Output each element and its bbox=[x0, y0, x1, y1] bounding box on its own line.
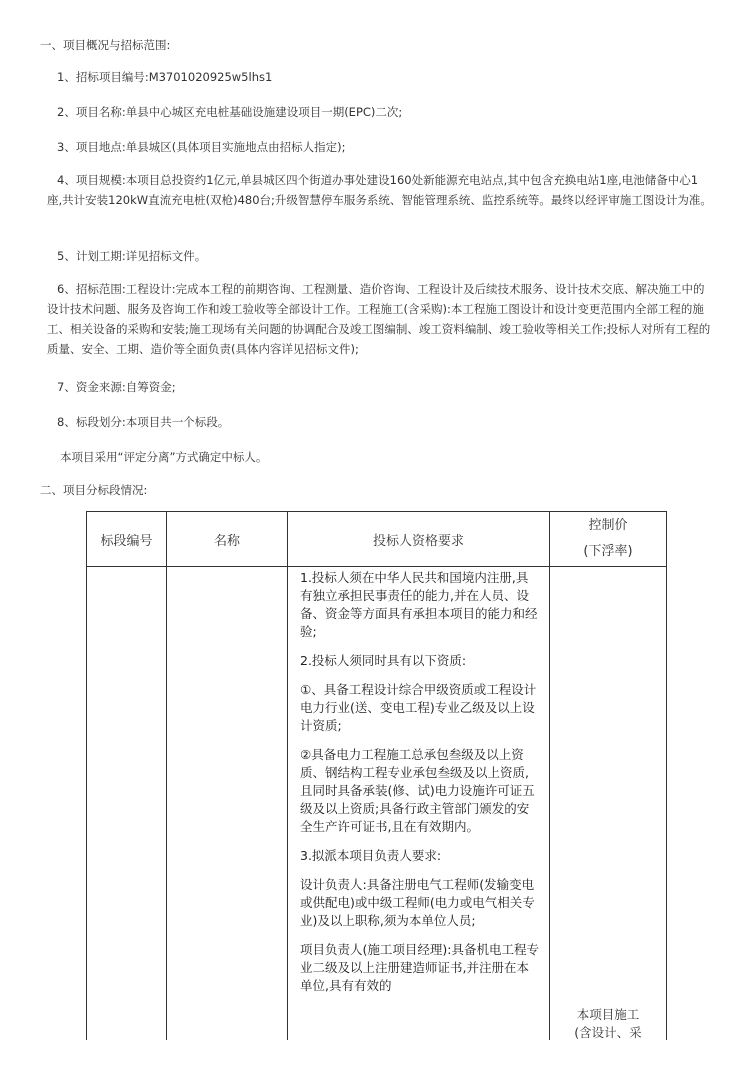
cell-requirements bbox=[288, 567, 550, 1041]
table-header-row bbox=[87, 512, 667, 567]
table-row bbox=[87, 567, 667, 1041]
cell-lot-number bbox=[87, 567, 167, 1041]
section-2-title: 二、项目分标段情况: bbox=[40, 483, 148, 497]
requirement-paragraph: ②具备电力工程施工总承包叁级及以上资质、钢结构工程专业承包叁级及以上资质,且同时具备承装(修、试)电力设施许可证五级及以上资质;具备行政主管部门颁发的安全生产许可证书,且在有效期内。 bbox=[300, 747, 535, 834]
requirement-paragraph: 2.投标人须同时具有以下资质: bbox=[300, 653, 467, 668]
evaluation-note: 本项目采用“评定分离”方式确定中标人。 bbox=[60, 450, 268, 464]
lot-table bbox=[86, 511, 667, 1040]
header-control-price-line2: (下浮率) bbox=[583, 544, 633, 559]
requirement-paragraph: 设计负责人:具备注册电气工程师(发输变电或供配电)或中级工程师(电力或电气相关专业)及以上职称,须为本单位人员; bbox=[300, 877, 535, 928]
header-control-price bbox=[550, 512, 667, 567]
item-project-location: 3、项目地点:单县城区(具体项目实施地点由招标人指定); bbox=[57, 140, 346, 154]
header-name: 名称 bbox=[167, 512, 288, 567]
item-lot-division: 8、标段划分:本项目共一个标段。 bbox=[57, 415, 230, 429]
item-project-number: 1、招标项目编号:M3701020925w5lhs1 bbox=[57, 70, 273, 84]
item-funding-source: 7、资金来源:自筹资金; bbox=[57, 380, 176, 394]
requirement-paragraph: 3.拟派本项目负责人要求: bbox=[300, 848, 442, 863]
header-requirements: 投标人资格要求 bbox=[288, 512, 550, 567]
cell-name bbox=[167, 567, 288, 1041]
requirement-paragraph: ①、具备工程设计综合甲级资质或工程设计电力行业(送、变电工程)专业乙级及以上设计资质; bbox=[300, 682, 537, 733]
requirement-paragraph: 1.投标人须在中华人民共和国境内注册,具有独立承担民事责任的能力,并在人员、设备、资金等方面具有承担本项目的能力和经验; bbox=[300, 570, 538, 639]
item-project-name: 2、项目名称:单县中心城区充电桩基础设施建设项目一期(EPC)二次; bbox=[57, 105, 403, 119]
control-price-line2: (含设计、采 bbox=[574, 1025, 642, 1040]
requirement-paragraph: 项目负责人(施工项目经理):具备机电工程专业二级及以上注册建造师证书,并注册在本单位,具有有效的 bbox=[300, 942, 539, 993]
item-project-scale: 4、项目规模:本项目总投资约1亿元,单县城区四个街道办事处建设160处新能源充电站点,其中包含充换电站1座,电池储备中心1座,共计安装120kW直流充电桩(双枪)480台;升级智慧停车服务系统、智能管理系统、监控系统等。最终以经评审施工图设计为准。 bbox=[47, 173, 712, 207]
header-control-price-line1: 控制价 bbox=[588, 518, 628, 533]
item-bidding-scope: 6、招标范围:工程设计:完成本工程的前期咨询、工程测量、造价咨询、工程设计及后续技术服务、设计技术交底、解决施工中的设计技术问题、服务及咨询工作和竣工验收等全部设计工作。工程施工(含采购):本工程施工图设计和设计变更范围内全部工程的施工、相关设备的采购和安装;施工现场有关问题的协调配合及竣工图编制、竣工资料编制、竣工验收等相关工作;投标人对所有工程的质量、安全、工期、造价等全面负责(具体内容详见招标文件); bbox=[47, 282, 711, 356]
header-lot-number: 标段编号 bbox=[87, 512, 167, 567]
control-price-line1: 本项目施工 bbox=[576, 1007, 640, 1022]
item-schedule: 5、计划工期:详见招标文件。 bbox=[57, 249, 207, 263]
section-1-title: 一、项目概况与招标范围: bbox=[40, 38, 171, 52]
cell-control-price bbox=[550, 567, 667, 1041]
